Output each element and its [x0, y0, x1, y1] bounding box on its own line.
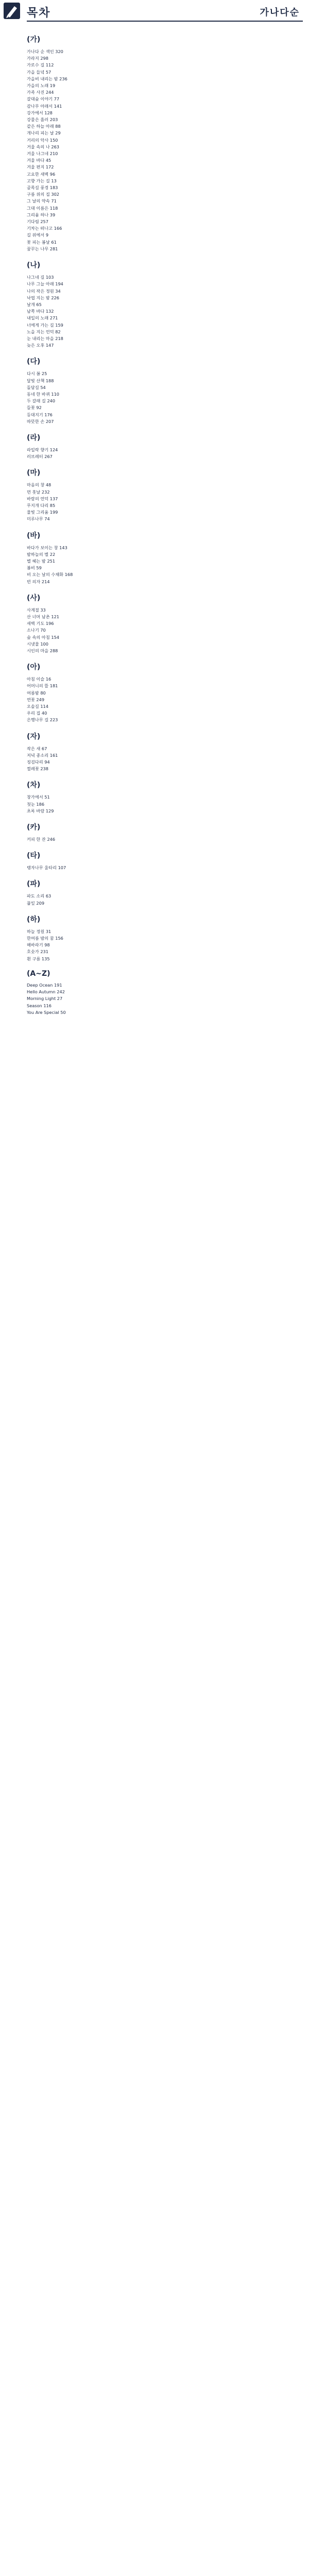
index-entry[interactable]: 무지개 다리 85 [27, 502, 56, 508]
index-section [27, 914, 160, 962]
index-entry[interactable]: 돌담길 54 [27, 384, 46, 390]
index-entry[interactable]: 다시 봄 25 [27, 371, 47, 377]
index-entry[interactable]: 러브레터 267 [27, 454, 53, 460]
index-entry[interactable]: 저녁 종소리 161 [27, 752, 58, 758]
index-entry[interactable]: 탱자나무 울타리 107 [27, 865, 66, 871]
section-heading: (하) [27, 915, 41, 924]
index-entry[interactable]: Deep Ocean 191 [27, 982, 62, 988]
index-body [27, 27, 303, 2576]
index-entry[interactable]: 소나기 70 [27, 628, 46, 633]
index-entry[interactable]: 빈 의자 214 [27, 579, 50, 584]
index-entry[interactable]: 우리 집 40 [27, 710, 47, 716]
index-entry[interactable]: 연꽃 249 [27, 697, 45, 702]
index-section [27, 822, 160, 843]
index-entry[interactable]: 마음의 창 48 [27, 482, 52, 488]
index-entry[interactable]: 그리움 하나 39 [27, 212, 56, 217]
index-entry[interactable]: 은행나무 길 223 [27, 717, 58, 723]
index-section [27, 731, 160, 773]
section-heading: (마) [27, 469, 41, 478]
section-heading: (카) [27, 823, 41, 832]
index-entry[interactable]: 꿈꾸는 나무 281 [27, 246, 58, 251]
index-entry[interactable]: 너에게 가는 길 159 [27, 322, 63, 328]
index-section [27, 662, 160, 723]
index-entry[interactable]: 동네 한 바퀴 110 [27, 391, 59, 397]
index-entry[interactable]: 골목길 풍경 183 [27, 185, 58, 191]
index-entry[interactable]: 흰 구름 135 [27, 956, 50, 961]
index-entry[interactable]: 시냇물 100 [27, 641, 48, 647]
index-section [27, 850, 160, 871]
index-entry[interactable]: 하늘 정원 31 [27, 928, 52, 934]
index-entry[interactable]: 별 헤는 밤 251 [27, 558, 56, 564]
index-entry[interactable]: 초록 바람 129 [27, 808, 54, 814]
index-entry[interactable]: 눈 내리는 마을 218 [27, 335, 63, 341]
index-entry[interactable]: 가을 들녘 57 [27, 69, 52, 75]
index-entry[interactable]: 거울 속의 나 263 [27, 144, 59, 149]
index-entry[interactable]: 나무 그늘 아래 194 [27, 281, 63, 287]
index-section [27, 432, 160, 460]
index-section [27, 592, 160, 654]
index-entry[interactable]: 날개 65 [27, 301, 42, 307]
section-heading: (아) [27, 663, 41, 672]
section-heading: (파) [27, 880, 41, 889]
index-entry[interactable]: 바람의 언덕 137 [27, 496, 58, 501]
index-entry[interactable]: 강물은 흘러 203 [27, 117, 58, 123]
index-entry[interactable]: 그대 이름은 118 [27, 205, 58, 211]
index-entry[interactable]: 길 위에서 9 [27, 232, 49, 238]
section-heading: (자) [27, 732, 41, 741]
index-entry[interactable]: 숲 속의 아침 154 [27, 634, 59, 640]
index-entry[interactable]: 갈대숲 이야기 77 [27, 96, 60, 102]
index-entry[interactable]: 가나다 순 색인 320 [27, 49, 63, 54]
index-entry[interactable]: 같은 하늘 아래 88 [27, 124, 61, 129]
index-entry[interactable]: 꽃 피는 봄날 61 [27, 239, 57, 245]
index-entry[interactable]: 등대지기 176 [27, 412, 53, 417]
section-heading: (다) [27, 358, 41, 366]
index-entry[interactable]: 한여름 밤의 꿈 156 [27, 936, 63, 941]
index-columns [27, 27, 303, 2576]
index-entry[interactable]: 밤하늘의 별 22 [27, 551, 56, 557]
index-entry[interactable]: 산 너머 남촌 121 [27, 614, 59, 619]
index-section [27, 970, 160, 1016]
index-entry[interactable]: 늦은 오후 147 [27, 343, 54, 348]
index-entry[interactable]: 노을 지는 언덕 82 [27, 329, 61, 334]
index-entry[interactable]: 가족 사진 244 [27, 90, 54, 95]
index-entry[interactable]: 고요한 새벽 96 [27, 171, 56, 177]
section-heading: (라) [27, 433, 41, 442]
index-entry[interactable]: 사계절 33 [27, 607, 46, 613]
index-entry[interactable]: 가로수 길 112 [27, 62, 54, 68]
index-entry[interactable]: 물빛 그리움 199 [27, 510, 58, 515]
index-entry[interactable]: 두 갈래 길 240 [27, 398, 56, 404]
index-entry[interactable]: 기다림 257 [27, 219, 48, 225]
index-entry[interactable]: 찔레꽃 238 [27, 766, 48, 772]
index-section [27, 34, 160, 252]
index-entry[interactable]: 가라지 298 [27, 56, 48, 61]
index-section [27, 260, 160, 349]
section-heading: (나) [27, 261, 41, 270]
index-entry[interactable]: 내일의 노래 271 [27, 315, 58, 321]
index-entry[interactable]: 가을의 노래 19 [27, 83, 56, 89]
index-section [27, 779, 160, 815]
index-entry[interactable]: 라일락 향기 124 [27, 447, 58, 452]
pen-illustration-icon [3, 2, 21, 20]
section-heading: (바) [27, 531, 41, 540]
header-rule [27, 21, 303, 22]
index-entry[interactable]: 창가에서 51 [27, 794, 50, 800]
index-entry[interactable]: 새벽 기도 196 [27, 621, 54, 626]
index-section [27, 878, 160, 906]
section-heading: (타) [27, 852, 41, 860]
index-entry[interactable]: 거리의 악사 150 [27, 137, 58, 143]
index-entry[interactable]: 미루나무 74 [27, 516, 50, 522]
index-entry[interactable]: 달빛 산책 188 [27, 378, 54, 383]
index-entry[interactable]: 아침 이슬 16 [27, 676, 52, 682]
index-entry[interactable]: 강가에서 128 [27, 110, 53, 115]
index-entry[interactable]: 나의 작은 정원 34 [27, 288, 61, 294]
index-entry[interactable]: 고향 가는 길 13 [27, 178, 57, 183]
index-entry[interactable]: 호숫가 231 [27, 949, 48, 955]
index-entry[interactable]: 어머니의 뜰 181 [27, 683, 58, 689]
index-entry[interactable]: 낙엽 지는 밤 226 [27, 295, 59, 300]
index-entry[interactable]: 풀잎 209 [27, 900, 45, 906]
index-entry[interactable]: 징검다리 94 [27, 759, 50, 765]
index-entry[interactable]: 들꽃 92 [27, 405, 42, 411]
index-entry[interactable]: 개나리 피는 날 29 [27, 130, 61, 136]
index-entry[interactable]: 겨울 편지 172 [27, 164, 54, 170]
index-entry[interactable]: 남쪽 바다 132 [27, 309, 54, 314]
index-section [27, 356, 160, 425]
index-entry[interactable]: 먼 훗날 232 [27, 489, 50, 495]
index-entry[interactable]: 겨울 나그네 210 [27, 151, 58, 157]
index-entry[interactable]: 오솔길 114 [27, 704, 48, 709]
index-entry[interactable]: 구름 위의 집 302 [27, 192, 59, 197]
section-heading: (차) [27, 781, 41, 790]
index-entry[interactable]: 봄비 59 [27, 565, 42, 571]
index-entry[interactable]: 작은 새 67 [27, 745, 47, 751]
index-section [27, 530, 160, 585]
index-entry[interactable]: Hello Autumn 242 [27, 989, 65, 995]
section-heading: (A~Z) [27, 969, 50, 978]
index-subtitle: 가나다순 [260, 7, 300, 18]
index-entry[interactable]: 따뜻한 손 207 [27, 418, 54, 424]
index-header [0, 0, 309, 24]
index-entry[interactable]: Morning Light 27 [27, 996, 63, 1002]
index-entry[interactable]: 가을비 내리는 밤 236 [27, 76, 67, 81]
index-entry[interactable]: 해바라기 98 [27, 942, 50, 948]
index-entry[interactable]: 시인의 마을 288 [27, 648, 58, 654]
index-entry[interactable]: Season 116 [27, 1003, 52, 1008]
index-entry[interactable]: 기차는 떠나고 166 [27, 226, 62, 231]
section-heading: (사) [27, 594, 41, 602]
index-entry[interactable]: 비 오는 날의 수채화 168 [27, 572, 73, 578]
index-entry[interactable]: 나그네 길 103 [27, 275, 54, 280]
index-title: 목차 [27, 7, 51, 20]
index-entry[interactable]: 바다가 보이는 창 143 [27, 545, 67, 550]
index-entry[interactable]: 그 날의 약속 71 [27, 198, 57, 204]
index-entry[interactable]: 커피 한 잔 246 [27, 837, 56, 842]
section-heading: (가) [27, 36, 41, 44]
index-entry[interactable]: 첫눈 186 [27, 801, 45, 807]
index-entry[interactable]: 겨울 바다 45 [27, 158, 52, 163]
index-entry[interactable]: 감나무 아래서 141 [27, 103, 62, 109]
index-entry[interactable]: 파도 소리 63 [27, 893, 52, 899]
index-entry[interactable]: 여름밤 80 [27, 690, 46, 696]
index-entry[interactable]: You Are Special 50 [27, 1009, 66, 1015]
index-section [27, 467, 160, 522]
